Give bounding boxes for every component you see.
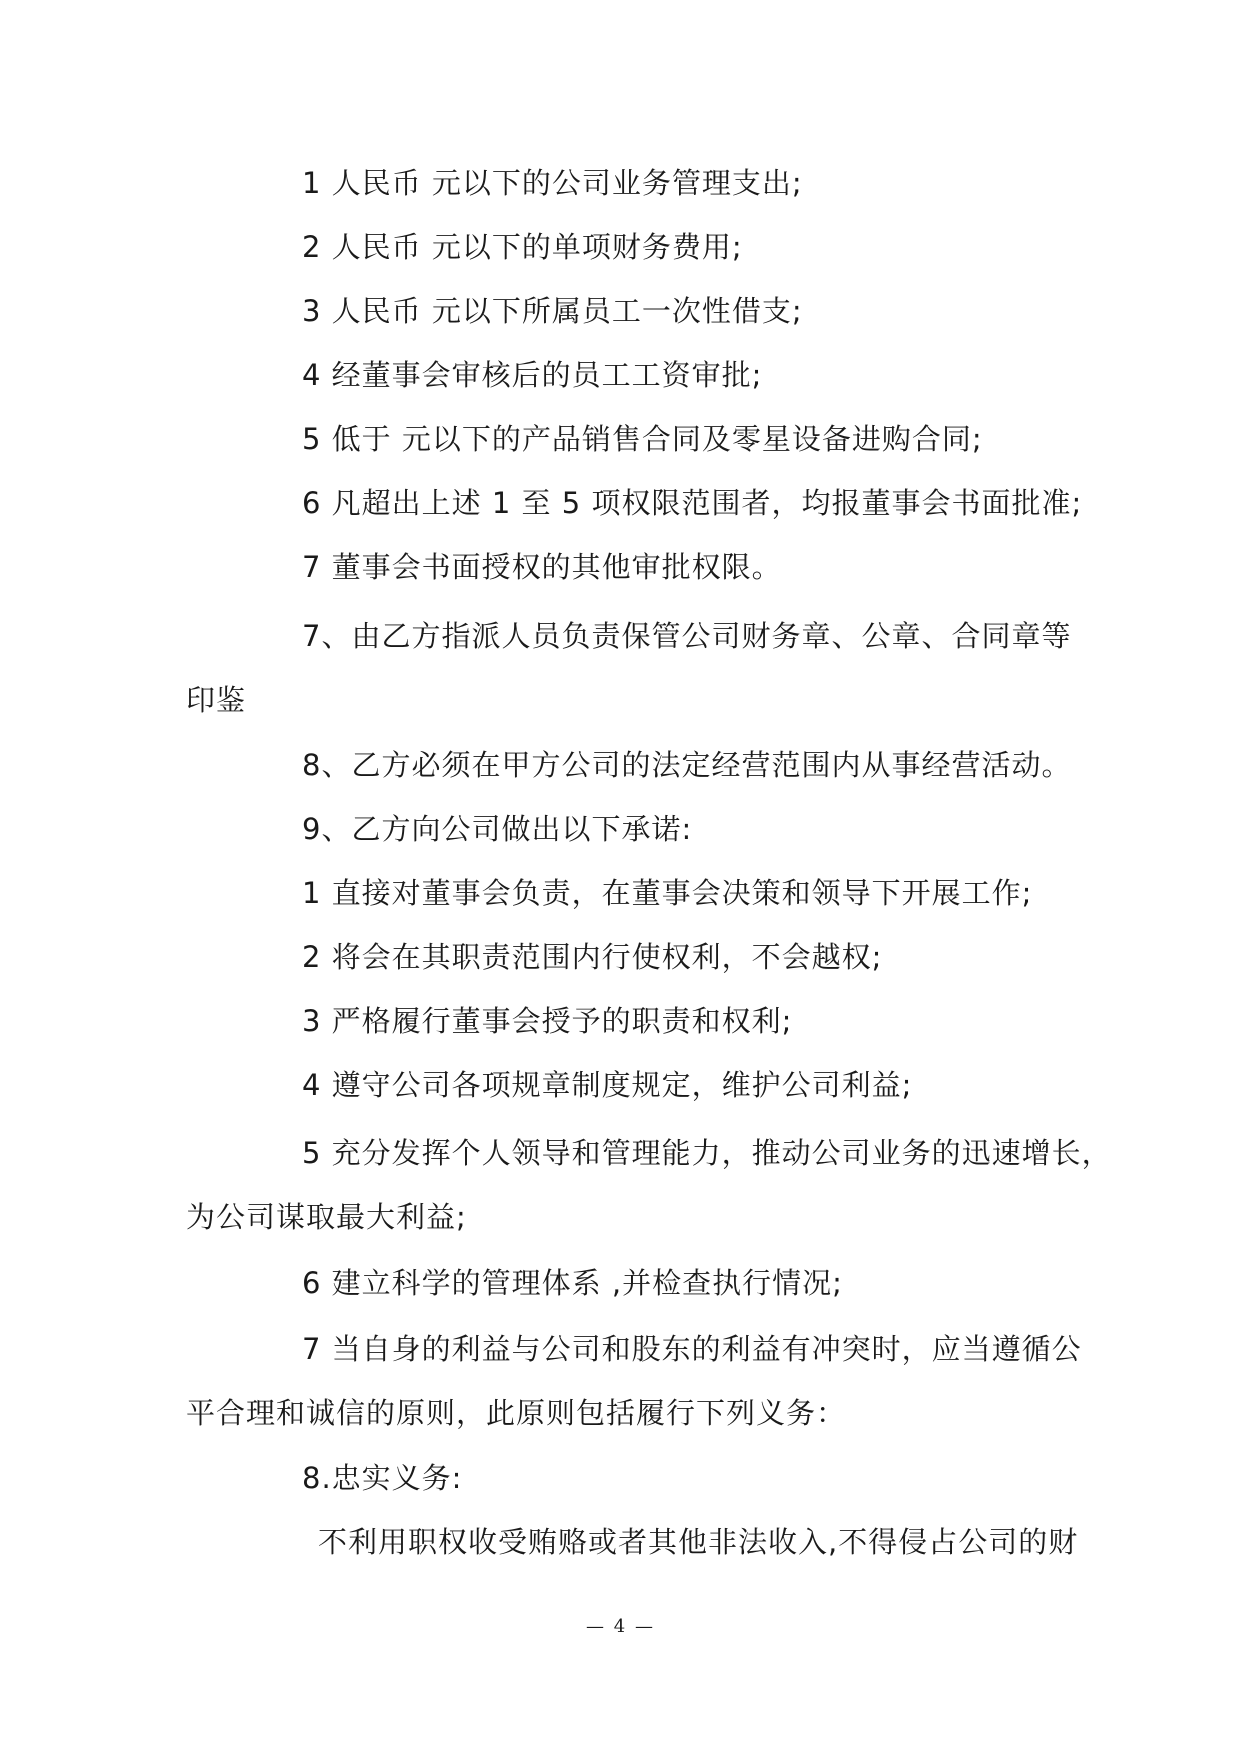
text-line: 5 充分发挥个人领导和管理能力，推动公司业务的迅速增长， — [302, 1136, 1112, 1170]
text-line: 3 人民币 元以下所属员工一次性借支; — [302, 294, 803, 328]
text-line: 7 当自身的利益与公司和股东的利益有冲突时，应当遵循公 — [302, 1332, 1082, 1366]
text-line: 8、乙方必须在甲方公司的法定经营范围内从事经营活动。 — [302, 748, 1072, 782]
text-line: 4 遵守公司各项规章制度规定，维护公司利益; — [302, 1068, 913, 1102]
text-line: 为公司谋取最大利益; — [186, 1200, 467, 1234]
text-line: 9、乙方向公司做出以下承诺: — [302, 812, 693, 846]
text-line: 1 人民币 元以下的公司业务管理支出; — [302, 166, 803, 200]
text-line: 不利用职权收受贿赂或者其他非法收入,不得侵占公司的财 — [318, 1525, 1079, 1559]
text-line: 3 严格履行董事会授予的职责和权利; — [302, 1004, 793, 1038]
text-line: 7 董事会书面授权的其他审批权限。 — [302, 550, 782, 584]
text-line: 1 直接对董事会负责，在董事会决策和领导下开展工作; — [302, 876, 1033, 910]
text-line: 印鉴 — [186, 683, 247, 717]
text-line: 7、由乙方指派人员负责保管公司财务章、公章、合同章等 — [302, 619, 1072, 653]
text-line: 5 低于 元以下的产品销售合同及零星设备进购合同; — [302, 422, 983, 456]
text-line: 平合理和诚信的原则，此原则包括履行下列义务： — [186, 1396, 847, 1430]
text-line: 2 人民币 元以下的单项财务费用; — [302, 230, 743, 264]
text-line: 6 凡超出上述 1 至 5 项权限范围者，均报董事会书面批准; — [302, 486, 1083, 520]
page-number: — 4 — — [586, 1616, 655, 1637]
text-line: 6 建立科学的管理体系 ,并检查执行情况; — [302, 1266, 843, 1300]
text-line: 4 经董事会审核后的员工工资审批; — [302, 358, 763, 392]
text-line: 2 将会在其职责范围内行使权利，不会越权; — [302, 940, 883, 974]
text-line: 8.忠实义务: — [302, 1461, 463, 1495]
